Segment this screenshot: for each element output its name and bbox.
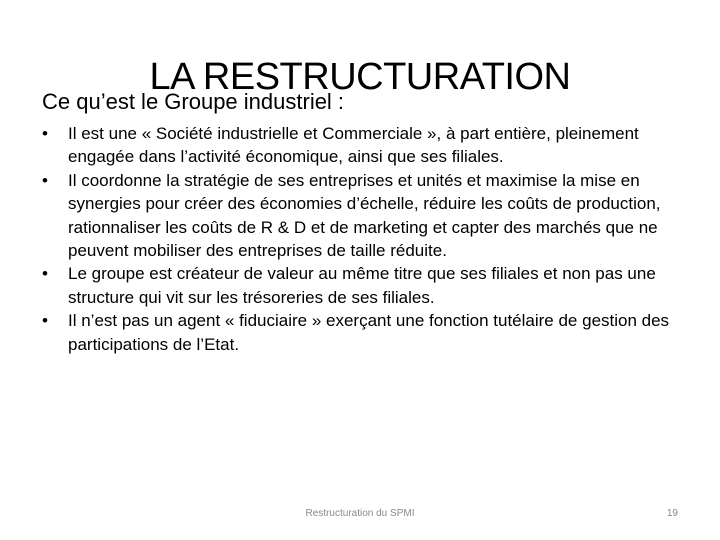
page-number: 19 — [666, 508, 678, 519]
bullet-item — [42, 169, 678, 263]
bullet-list — [42, 122, 678, 356]
footer-text: Restructuration du SPMI — [305, 508, 415, 519]
bullet-item — [42, 122, 678, 169]
bullet-dot-icon: • — [42, 311, 48, 331]
bullet-text: Le groupe est créateur de valeur au même titre que ses filiales et non pas une structure qui vit sur les trésoreries de ses filiales. — [68, 264, 656, 307]
bullet-dot-icon: • — [42, 124, 48, 143]
bullet-dot-icon: • — [42, 170, 48, 190]
slide-subtitle: Ce qu’est le Groupe industriel : — [42, 89, 345, 114]
bullet-text: Il n’est pas un agent « fiduciaire » exerçant une fonction tutélaire de gestion des participations de l’Etat. — [68, 311, 670, 354]
slide-title: LA RESTRUCTURATION — [149, 56, 571, 99]
bullet-text: Il coordonne la stratégie de ses entreprises et unités et maximise la mise en synergies pour créer des économies d’échelle, réduire les coûts de production, rationnaliser les coûts de R & D et de marketing et capter des marchés que ne peuvent mobiliser des entreprises de taille réduite. — [68, 170, 661, 261]
bullet-text: Il est une « Société industrielle et Commerciale », à part entière, pleinement engagée dans l’activité économique, ainsi que ses filiales. — [68, 124, 639, 167]
bullet-item — [42, 309, 678, 356]
bullet-item — [42, 262, 678, 309]
bullet-dot-icon: • — [42, 264, 48, 284]
